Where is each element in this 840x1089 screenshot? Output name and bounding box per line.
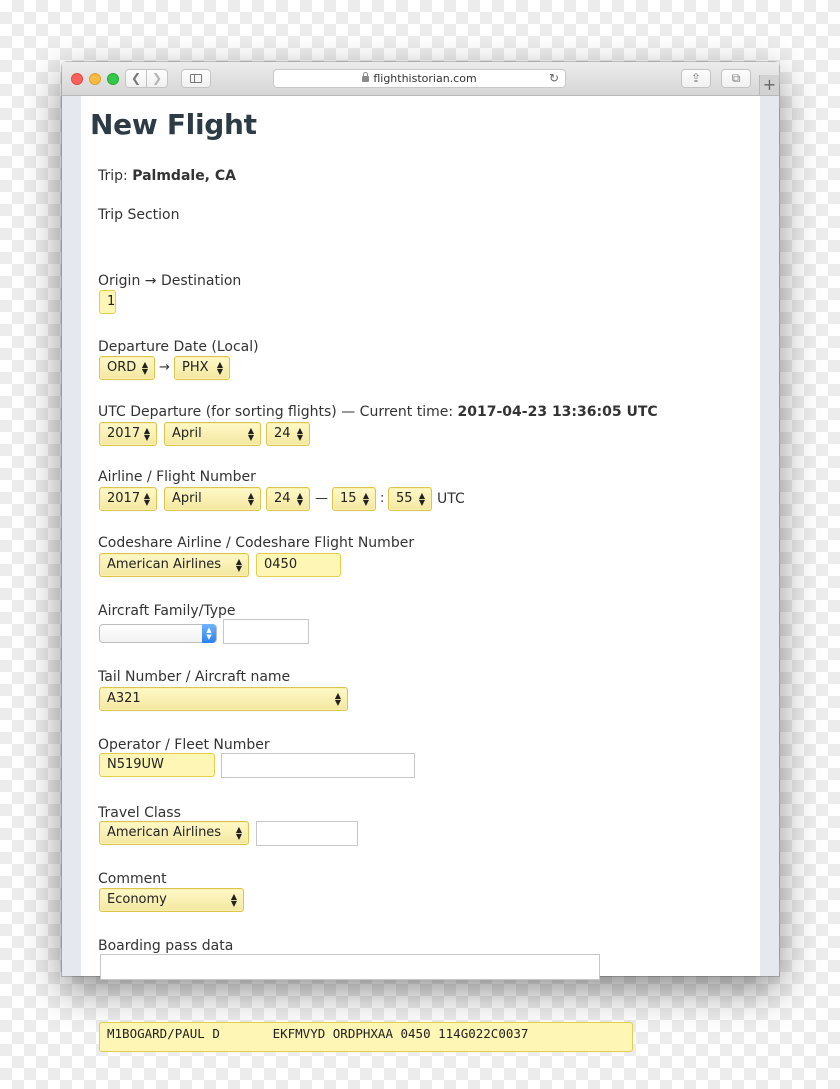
select-arrows-icon: ▲ ▼ bbox=[230, 892, 237, 908]
browser-window bbox=[62, 62, 779, 1041]
route-label: Origin → Destination bbox=[98, 273, 242, 289]
select-arrows-icon: ▲ ▼ bbox=[216, 360, 223, 376]
maximize-window-button[interactable] bbox=[107, 73, 119, 85]
back-button[interactable] bbox=[125, 69, 147, 88]
reload-icon[interactable]: ↻ bbox=[548, 71, 559, 85]
url-text: flighthistorian.com bbox=[373, 72, 477, 85]
utc-month-select[interactable] bbox=[164, 487, 261, 511]
select-arrows-icon: ▲ ▼ bbox=[141, 360, 148, 376]
aircraft-label: Aircraft Family/Type bbox=[98, 603, 236, 619]
airline-select[interactable] bbox=[99, 553, 249, 577]
utc-minute-value: 55 bbox=[396, 491, 413, 506]
utc-colon: : bbox=[380, 491, 385, 506]
operator-select[interactable] bbox=[99, 821, 249, 845]
comment-label: Comment bbox=[98, 871, 167, 887]
trip-section-value: 1 bbox=[107, 294, 116, 309]
sidebar-icon bbox=[190, 74, 202, 83]
share-button[interactable] bbox=[681, 69, 711, 88]
select-arrows-icon: ▲ ▼ bbox=[143, 491, 150, 507]
utc-hour-select[interactable] bbox=[332, 487, 376, 511]
comment-input[interactable] bbox=[100, 954, 600, 980]
travel-class-select[interactable] bbox=[99, 888, 244, 912]
codeshare-label: Codeshare Airline / Codeshare Flight Number bbox=[98, 535, 415, 551]
operator-label: Operator / Fleet Number bbox=[98, 737, 270, 753]
operator-value: American Airlines bbox=[107, 825, 222, 840]
show-tabs-button[interactable] bbox=[721, 69, 751, 88]
departure-year-select[interactable] bbox=[99, 422, 157, 446]
tabs-icon: ⧉ bbox=[731, 71, 741, 85]
travel-class-value: Economy bbox=[107, 892, 167, 907]
select-arrows-icon: ▲ ▼ bbox=[202, 624, 216, 643]
departure-date-label: Departure Date (Local) bbox=[98, 339, 259, 355]
route-arrow: → bbox=[159, 360, 170, 375]
select-arrows-icon: ▲ ▼ bbox=[143, 426, 150, 442]
utc-day-value: 24 bbox=[274, 491, 291, 506]
utc-dash: — bbox=[315, 491, 328, 506]
utc-day-select[interactable] bbox=[266, 487, 310, 511]
boarding-pass-value: M1BOGARD/PAUL D EKFMVYD ORDPHXAA 0450 114G022C0037 bbox=[107, 1026, 529, 1041]
utc-hour-value: 15 bbox=[340, 491, 357, 506]
chevron-right-icon: ❯ bbox=[151, 71, 163, 85]
trip-value: Palmdale, CA bbox=[132, 168, 236, 184]
boarding-pass-label: Boarding pass data bbox=[98, 938, 234, 954]
select-arrows-icon: ▲ ▼ bbox=[296, 426, 303, 442]
page-content bbox=[62, 96, 779, 1041]
tail-number-value: N519UW bbox=[107, 757, 164, 772]
utc-year-value: 2017 bbox=[107, 491, 141, 506]
select-arrows-icon: ▲ ▼ bbox=[247, 491, 254, 507]
boarding-pass-input[interactable] bbox=[99, 1022, 633, 1052]
minimize-window-button[interactable] bbox=[89, 73, 101, 85]
tail-number-input[interactable] bbox=[99, 753, 215, 777]
close-window-button[interactable] bbox=[71, 73, 83, 85]
origin-value: ORD bbox=[107, 360, 137, 375]
destination-select[interactable] bbox=[174, 356, 230, 380]
departure-month-value: April bbox=[172, 426, 202, 441]
utc-departure-text: UTC Departure (for sorting flights) — Current time: bbox=[98, 404, 454, 420]
utc-minute-select[interactable] bbox=[388, 487, 432, 511]
utc-month-value: April bbox=[172, 491, 202, 506]
departure-year-value: 2017 bbox=[107, 426, 141, 441]
trip-label: Trip: bbox=[98, 168, 128, 184]
airline-label: Airline / Flight Number bbox=[98, 469, 256, 485]
select-arrows-icon: ▲ ▼ bbox=[247, 426, 254, 442]
select-arrows-icon: ▲ ▼ bbox=[418, 491, 425, 507]
select-arrows-icon: ▲ ▼ bbox=[235, 557, 242, 573]
utc-suffix: UTC bbox=[437, 491, 465, 507]
page-title: New Flight bbox=[90, 108, 257, 141]
current-time: 2017-04-23 13:36:05 UTC bbox=[457, 404, 658, 420]
aircraft-name-input[interactable] bbox=[221, 753, 415, 778]
share-icon: ⇪ bbox=[690, 71, 702, 85]
lock-icon bbox=[362, 76, 369, 82]
select-arrows-icon: ▲ ▼ bbox=[296, 491, 303, 507]
aircraft-type-value: A321 bbox=[107, 691, 141, 706]
select-arrows-icon: ▲ ▼ bbox=[334, 691, 341, 707]
new-tab-button[interactable]: + bbox=[759, 75, 779, 95]
flight-number-value: 0450 bbox=[264, 557, 298, 572]
select-arrows-icon: ▲ ▼ bbox=[362, 491, 369, 507]
flight-number-input[interactable] bbox=[256, 553, 341, 577]
utc-year-select[interactable] bbox=[99, 487, 157, 511]
address-bar[interactable] bbox=[273, 69, 566, 88]
chevron-left-icon: ❮ bbox=[130, 71, 142, 85]
airline-value: American Airlines bbox=[107, 557, 222, 572]
utc-departure-label bbox=[98, 404, 658, 420]
destination-value: PHX bbox=[182, 360, 209, 375]
fleet-number-input[interactable] bbox=[256, 821, 358, 846]
select-arrows-icon: ▲ ▼ bbox=[235, 825, 242, 841]
browser-titlebar bbox=[62, 62, 779, 96]
forward-button[interactable] bbox=[146, 69, 168, 88]
origin-select[interactable] bbox=[99, 356, 155, 380]
departure-month-select[interactable] bbox=[164, 422, 261, 446]
departure-day-select[interactable] bbox=[266, 422, 310, 446]
aircraft-type-select[interactable] bbox=[99, 687, 348, 711]
trip-section-input[interactable] bbox=[99, 290, 116, 314]
tail-label: Tail Number / Aircraft name bbox=[98, 669, 291, 685]
codeshare-airline-select[interactable] bbox=[99, 624, 217, 643]
travel-class-label: Travel Class bbox=[98, 805, 181, 821]
trip-info bbox=[98, 168, 236, 184]
codeshare-flight-number-input[interactable] bbox=[223, 619, 309, 644]
departure-day-value: 24 bbox=[274, 426, 291, 441]
trip-section-label: Trip Section bbox=[98, 207, 180, 223]
sidebar-toggle-button[interactable] bbox=[181, 69, 211, 88]
